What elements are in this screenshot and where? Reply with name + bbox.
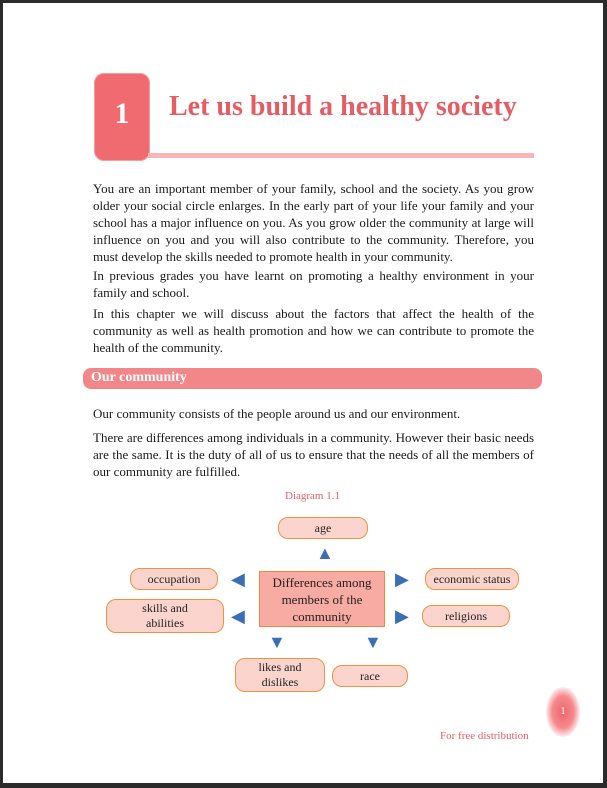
chapter-title: Let us build a healthy society (169, 91, 517, 122)
page-number-badge (546, 687, 580, 737)
intro-paragraph-1: You are an important member of your family, school and the society. As you grow older your social circle enlarges. In the early part of your life your family and your school has a major influence on you. As you grow older the community at large will influence on you and you will also contribute to the community. Therefore, you must develop the skills needed to promote health in your community. (93, 181, 534, 264)
footer-distribution-note: For free distribution (440, 730, 529, 742)
diagram-caption: Diagram 1.1 (285, 490, 340, 502)
node-religions: religions (422, 605, 510, 627)
diagram-center-box: Differences among members of the community (259, 571, 385, 627)
document-page (3, 3, 603, 783)
chapter-number: 1 (114, 97, 130, 130)
page-number: 1 (560, 705, 566, 717)
arrow-up-icon: ▲ (316, 543, 334, 563)
intro-paragraph-2: In previous grades you have learnt on promoting a healthy environment in your family and school. (93, 268, 534, 300)
node-skills-and-abilities: skills and abilities (106, 599, 224, 633)
arrow-down-icon: ▼ (268, 632, 286, 652)
node-likes-and-dislikes: likes and dislikes (235, 658, 325, 692)
arrow-right-icon: ▶ (395, 569, 409, 589)
arrow-down-icon: ▼ (364, 632, 382, 652)
section-paragraph-1: Our community consists of the people around us and our environment. (93, 406, 461, 421)
intro-paragraph-3: In this chapter we will discuss about the factors that affect the health of the community as well as health promotion and how we can contribute to promote the health of the community. (93, 306, 534, 355)
node-economic-status: economic status (425, 568, 519, 590)
section-paragraph-2: There are differences among individuals in a community. However their basic needs are the same. It is the duty of all of us to ensure that the needs of all the members of our community are fulfilled. (93, 430, 534, 479)
node-age: age (278, 517, 368, 539)
node-race: race (332, 665, 408, 687)
node-occupation: occupation (130, 568, 218, 590)
chapter-number-box (94, 73, 150, 161)
arrow-right-icon: ▶ (395, 606, 409, 626)
chapter-title-underline (148, 153, 534, 158)
arrow-left-icon: ◀ (231, 569, 245, 589)
section-heading: Our community (91, 370, 187, 385)
section-heading-bar (83, 368, 542, 389)
arrow-left-icon: ◀ (231, 606, 245, 626)
